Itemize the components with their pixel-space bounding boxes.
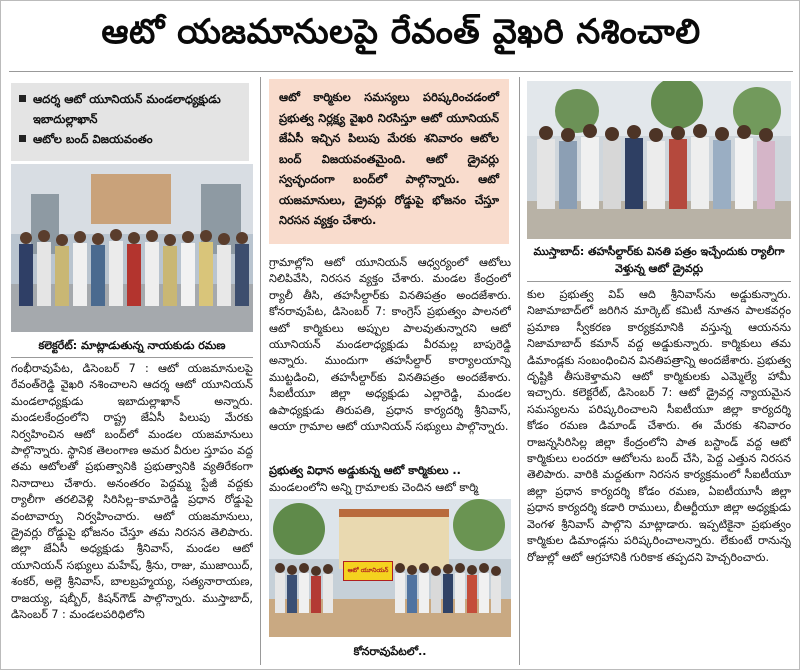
left-photo (11, 164, 253, 332)
center-photo-caption: కోనరావుపేటలో.. (353, 645, 427, 658)
right-caption-rule (527, 281, 791, 282)
headline: ఆటో యజమానులపై రేవంత్ వైఖరి నశించాలి (101, 12, 701, 52)
left-photo-caption: కలెక్టరేట్: మాట్లాడుతున్న నాయకుడు రమణ (38, 339, 226, 352)
bullet-square-icon (19, 95, 26, 102)
bullet-text: ఆటోల బంద్ విజయవంతం (33, 132, 153, 146)
left-column-paragraph: గంభీరావుపేట, డిసెంబర్ 7 : ఆటో యజమానులపై రేవంత్‌రెడ్డి వైఖరి నశించాలని ఆదర్శ ఆటో యూనియన్ మండలాధ్యక్షుడు ఇబాదుల్లాఖాన్ అన్నారు. మండలకేంద్రంలోని రాష్ట్ర జేఏసీ పిలుపు మేరకు నిర్వహించిన ఆటో బంద్‌లో మండల యజమానులు పాల్గొన్నారు. స్థానిక తెలంగాణ అమర వీరుల స్తూపం వద్ద తమ ఆటోలతో ప్రభుత్వానికి ప్రభుత్వానికి వ్యతిరేకంగా నినాదాలు చేశారు. అనంతరం పెద్దమ్మ స్టేజీ వద్దకు ర్యాలీగా తరలివెళ్లి సిరిసిల్ల–కామారెడ్డి ప్రధాన రోడ్డుపై వంటావార్పు నిర్వహించారు. ఆటో యజమానులు, డ్రైవర్లు రోడ్డుపై భోజనం చేస్తూ తమ నిరసన తెలిపారు. జిల్లా జేఏసీ అధ్యక్షుడు శ్రీనివాస్, మండల ఆటో యూనియన్ సభ్యులు మహేష్, శ్రీను, రాజు, ముజాయిద్, శంకర్, అల్లె శ్రీనివాస్, బాలబ్రహ్మయ్య, సత్యనారాయణ, రాజయ్య, షబ్బీర్, కిషన్‌గౌడ్ పాల్గొన్నారు. ముస్తాబాద్, డిసెంబర్ 7 : మండలపరిధిలోని (11, 362, 253, 622)
right-column-paragraph: కుల ప్రభుత్వ విప్ ఆది శ్రీనివాస్‌ను అడ్డుకున్నారు. నిజామాబాద్‌లో జరిగిన మార్కెట్ కమిటీ నూతన పాలకవర్గం ప్రమాణ స్వీకరణ కార్యక్రమానికి వస్తున్న ఆయనను నిజామాబాద్ కమాన్ వద్ద అడ్డుకున్నారు. కార్మికులు తమ డిమాండ్లకు సంబంధించిన వినతిపత్రాన్ని అందజేశారు. ప్రభుత్వ దృష్టికి తీసుకెళ్తామని ఆటో కార్మికులకు ఎమ్మెల్యే హామీ ఇచ్చారు. కలెక్టరేట్, డిసెంబర్ 7: ఆటో డ్రైవర్ల న్యాయమైన సమస్యలను పరిష్కరించాలని సీఐటీయూ జిల్లా కార్యదర్శి కోడం రమణ డిమాండ్ చేశారు. ఈ మేరకు శనివారం రాజన్నసిరిసిల్ల జిల్లా కేంద్రంలోని పాత బస్టాండ్ వద్ద ఆటో కార్మికులు లందరూ ఆటోలను బంద్ చేసి, పెద్ద ఎత్తున నిరసన తెలిపారు. వారికి మద్దతుగా నిరసన కార్యక్రమంలో సీఐటీయూ జిల్లా ప్రధాన కార్యదర్శి కోడం రమణ, ఏఐటీయూసీ జిల్లా ప్రధాన కార్యదర్శి కడారి రాములు, బీఆర్టీయూ జిల్లా అధ్యక్షుడు వెంగళ శ్రీనివాస్ పాల్గొని మాట్లాడారు. ఇప్పటికైనా ప్రభుత్వం కార్మికుల డిమాండ్లను పరిష్కరించాలన్నారు. లేకుంటే రానున్న రోజుల్లో ఆటో ఆగ్రహానికి గురికాక తప్పదని హెచ్చరించారు. (527, 288, 791, 564)
right-photo-caption: ముస్తాబాద్: తహసీల్దార్‌కు వినతి పత్రం ఇచ్చేందుకు ర్యాలీగా వెళ్తున్న ఆటో డ్రైవర్లు (533, 245, 785, 275)
bullet-square-icon (19, 135, 26, 142)
highlight-box (269, 79, 509, 244)
left-caption-rule (11, 357, 253, 358)
center-photo (269, 499, 511, 637)
right-column-text (527, 287, 791, 667)
center-after-subhead: మండలంలోని అన్ని గ్రామాలకు చెందిన ఆటో కార్మి (269, 481, 479, 494)
right-photo (527, 81, 791, 239)
right-photo-illustration (527, 81, 791, 239)
column-divider (260, 77, 261, 665)
highlight-bullets (11, 83, 249, 161)
bullet-item (19, 129, 241, 149)
center-photo-crowd (269, 499, 511, 637)
center-column-paragraph: గ్రామాల్లోని ఆటో యూనియన్ ఆధ్వర్యంలో ఆటోలు నిలిపివేసి, నిరసన వ్యక్తం చేశారు. మండల కేంద్రంలో ర్యాలీ తీసి, తహసీల్దార్‌కు వినతిపత్రం అందజేశారు. కోనరావుపేట, డిసెంబర్ 7: కాంగ్రెస్ ప్రభుత్వం పాలనలో ఆటో కార్మికులు అప్పుల పాలవుతున్నారని ఆటో యూనియన్ మండలాధ్యక్షుడు వీరమల్ల బాపురెడ్డి అన్నారు. ముందుగా తహసీల్దార్ కార్యాలయాన్ని ముట్టడించి, తహసీల్దార్‌కు వినతిపత్రం అందజేశారు. సీఐటీయూ జిల్లా అధ్యక్షుడు ఎల్లారెడ్డి, మండల ఉపాధ్యక్షుడు తిరుపతి, ప్రధాన కార్యదర్శి శ్రీనివాస్, ఆయా గ్రామాల ఆటో యూనియన్ సభ్యులు పాల్గొన్నారు. (269, 256, 511, 434)
center-subhead: ప్రభుత్వ విధాన అడ్డుకున్న ఆటో కార్మికులు .. (269, 464, 461, 477)
left-column-text (11, 361, 253, 667)
column-divider (519, 77, 520, 665)
bullet-item (19, 89, 241, 129)
headline-rule (9, 71, 793, 72)
highlight-box-text: ఆటో కార్మికుల సమస్యలు పరిష్కరించడంలో ప్రభుత్వ నిర్లక్ష్య వైఖరి నిరసిస్తూ ఆటో యూనియన్ జేఏసీ ఇచ్చిన పిలుపు మేరకు శనివారం ఆటోల బంద్ విజయవంతమైంది. ఆటో డ్రైవర్లు స్వచ్ఛందంగా బంద్‌లో పాల్గొన్నారు. ఆటో యజమానులు, డ్రైవర్లు రోడ్డుపై భోజనం చేస్తూ నిరసన వ్యక్తం చేశారు. (279, 90, 499, 227)
left-photo-illustration (11, 164, 253, 332)
bullet-text: ఆదర్శ ఆటో యూనియన్ మండలాధ్యక్షుడు ఇబాదుల్లాఖాన్ (33, 92, 221, 126)
center-column-text (269, 255, 511, 461)
protest-banner: ఆటో యూనియన్ (343, 561, 393, 581)
